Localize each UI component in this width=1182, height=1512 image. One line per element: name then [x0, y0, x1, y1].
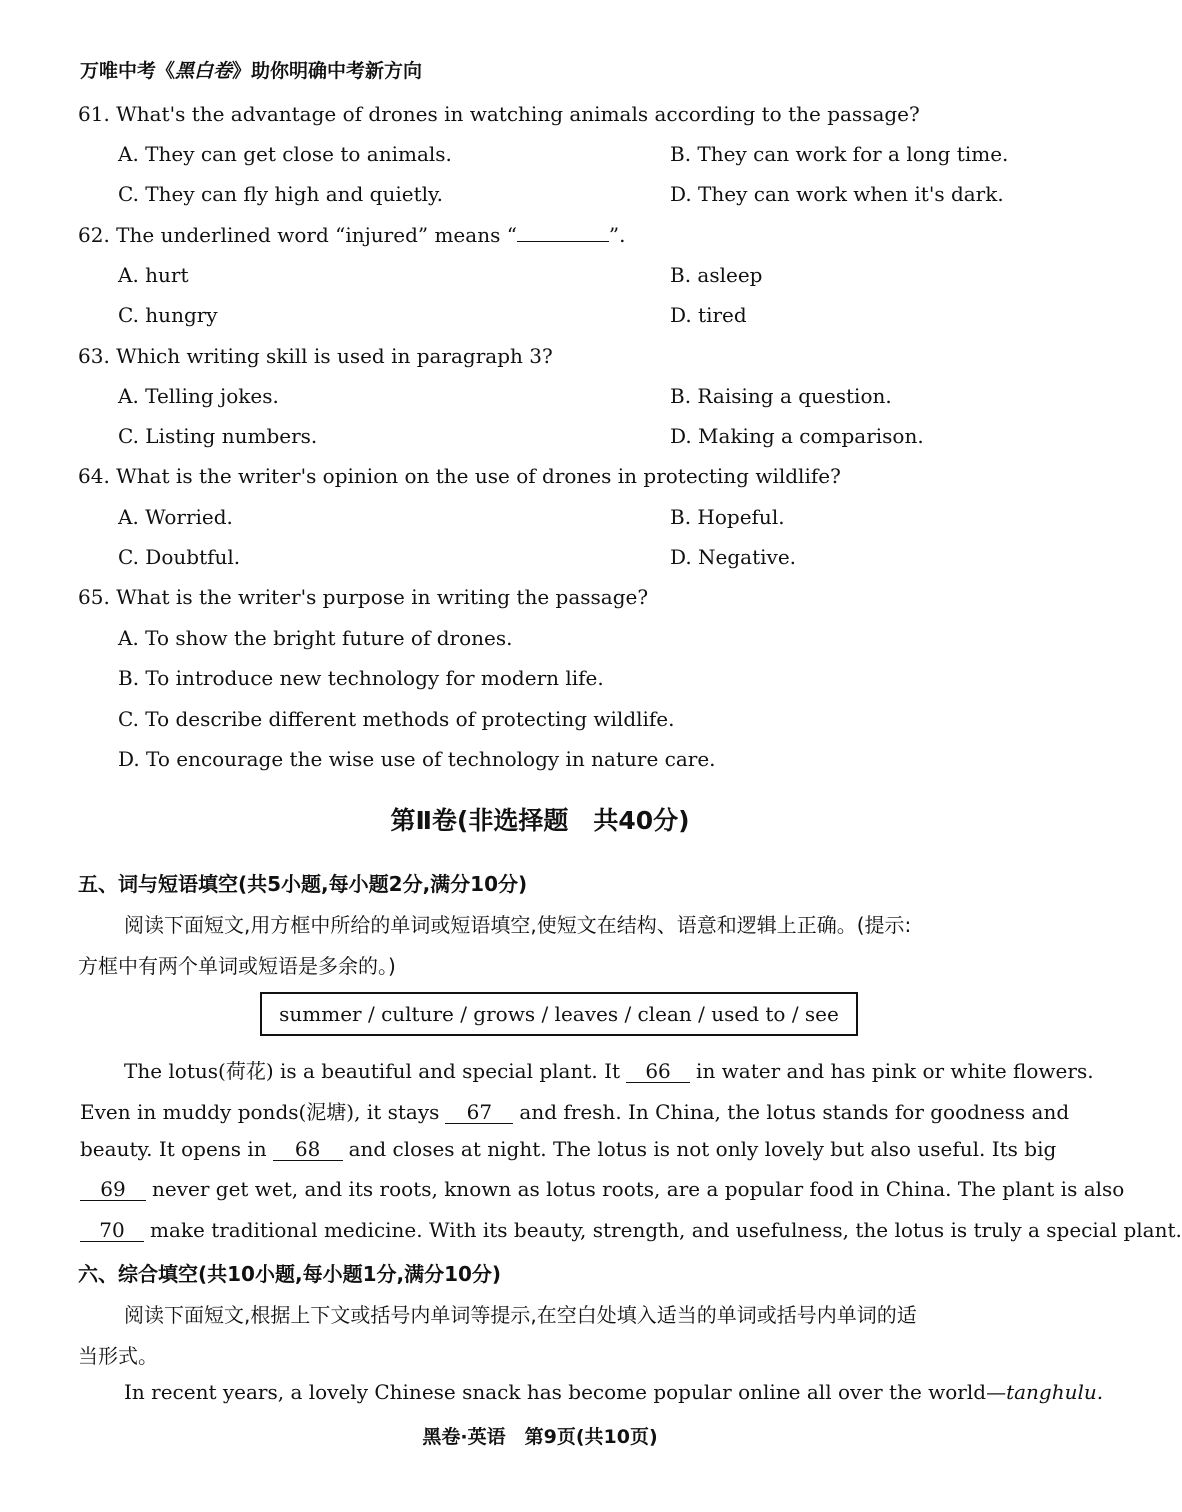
q64-option-d[interactable]: D. Negative. — [670, 545, 797, 569]
page-footer: 黑卷·英语 第9页(共10页) — [422, 1426, 658, 1448]
q65-option-d[interactable]: D. To encourage the wise use of technology in nature care. — [118, 747, 716, 771]
section-six-title: 六、综合填空(共10小题,每小题1分,满分10分) — [78, 1262, 502, 1286]
question-65: 65. What is the writer's purpose in writing the passage? — [78, 585, 649, 609]
q61-option-a[interactable]: A. They can get close to animals. — [118, 142, 452, 166]
q65-option-c[interactable]: C. To describe different methods of protecting wildlife. — [118, 707, 675, 731]
q64-option-b[interactable]: B. Hopeful. — [670, 505, 785, 529]
page-header: 万唯中考《黑白卷》助你明确中考新方向 — [80, 60, 423, 82]
q64-option-a[interactable]: A. Worried. — [118, 505, 233, 529]
q61-option-d[interactable]: D. They can work when it's dark. — [670, 182, 1004, 206]
question-63: 63. Which writing skill is used in paragraph 3? — [78, 344, 553, 368]
section-five-instruction-line1: 阅读下面短文,用方框中所给的单词或短语填空,使短文在结构、语意和逻辑上正确。(提示: — [124, 913, 912, 937]
passage-line-1: The lotus(荷花) is a beautiful and special plant. It 66 in water and has pink or white flowers. — [124, 1059, 1094, 1083]
answer-blank[interactable] — [517, 223, 609, 242]
brand-name: 黑白卷 — [175, 60, 233, 82]
q63-option-d[interactable]: D. Making a comparison. — [670, 424, 924, 448]
blank-70[interactable]: 70 — [80, 1219, 144, 1242]
blank-67[interactable]: 67 — [445, 1101, 513, 1124]
blank-69[interactable]: 69 — [80, 1178, 146, 1201]
word-box: summer / culture / grows / leaves / clean / used to / see — [260, 992, 858, 1036]
section-five-title: 五、词与短语填空(共5小题,每小题2分,满分10分) — [78, 872, 528, 896]
section-six-instruction-line2: 当形式。 — [78, 1344, 158, 1368]
blank-66[interactable]: 66 — [626, 1060, 690, 1083]
question-62: 62. The underlined word “injured” means “ ”. — [78, 223, 626, 247]
q63-option-c[interactable]: C. Listing numbers. — [118, 424, 318, 448]
passage-line-5: 70 make traditional medicine. With its beauty, strength, and usefulness, the lotus is truly a special plant. — [74, 1218, 1182, 1242]
part-two-title: 第Ⅱ卷(非选择题 共40分) — [390, 806, 690, 835]
q63-option-b[interactable]: B. Raising a question. — [670, 384, 892, 408]
q65-option-b[interactable]: B. To introduce new technology for modern life. — [118, 666, 604, 690]
q62-option-b[interactable]: B. asleep — [670, 263, 763, 287]
q64-option-c[interactable]: C. Doubtful. — [118, 545, 241, 569]
q65-option-a[interactable]: A. To show the bright future of drones. — [118, 626, 513, 650]
q62-option-a[interactable]: A. hurt — [118, 263, 189, 287]
section-six-passage: In recent years, a lovely Chinese snack has become popular online all over the world—tanghulu. — [124, 1380, 1104, 1404]
section-six-instruction-line1: 阅读下面短文,根据上下文或括号内单词等提示,在空白处填入适当的单词或括号内单词的适 — [124, 1303, 917, 1327]
q61-option-c[interactable]: C. They can fly high and quietly. — [118, 182, 444, 206]
q62-option-d[interactable]: D. tired — [670, 303, 747, 327]
passage-line-3: beauty. It opens in 68 and closes at night. The lotus is not only lovely but also useful. Its big — [80, 1137, 1057, 1161]
q61-option-b[interactable]: B. They can work for a long time. — [670, 142, 1009, 166]
passage-line-2: Even in muddy ponds(泥塘), it stays 67 and fresh. In China, the lotus stands for goodness and — [80, 1100, 1070, 1124]
section-five-instruction-line2: 方框中有两个单词或短语是多余的。) — [78, 954, 396, 978]
q62-option-c[interactable]: C. hungry — [118, 303, 218, 327]
passage-line-4: 69 never get wet, and its roots, known as lotus roots, are a popular food in China. The plant is also — [74, 1177, 1124, 1201]
blank-68[interactable]: 68 — [273, 1138, 343, 1161]
question-64: 64. What is the writer's opinion on the use of drones in protecting wildlife? — [78, 464, 841, 488]
question-61: 61. What's the advantage of drones in watching animals according to the passage? — [78, 102, 920, 126]
q63-option-a[interactable]: A. Telling jokes. — [118, 384, 279, 408]
